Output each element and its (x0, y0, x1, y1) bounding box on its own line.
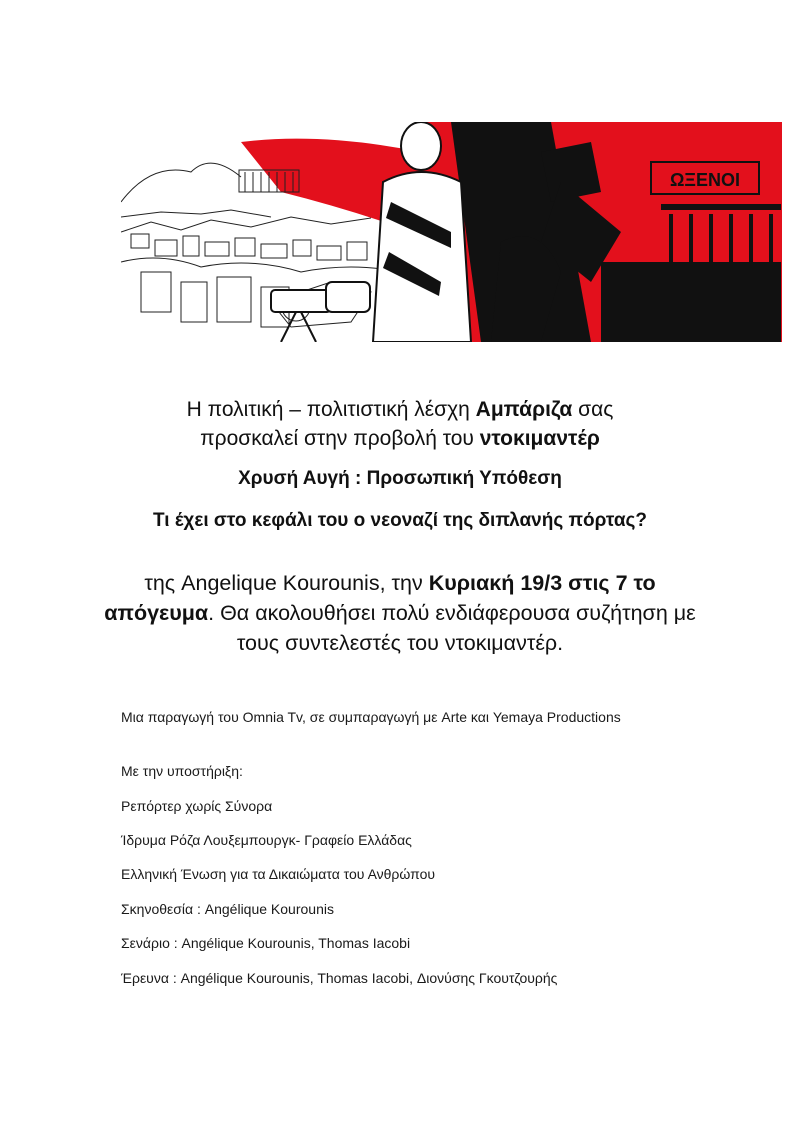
invitation-line-2 (60, 424, 740, 453)
supporter-hlhr: Ελληνική Ένωση για τα Δικαιώματα του Ανθρώπου (121, 866, 436, 882)
poster-illustration (121, 122, 782, 342)
screening-details (100, 568, 700, 658)
supporter-rosa-luxemburg: Ίδρυμα Ρόζα Λουξεμπουργκ- Γραφείο Ελλάδας (121, 832, 412, 848)
invitation-text-end: σας (572, 398, 614, 421)
production-credit: Μια παραγωγή του Omnia Tv, σε συμπαραγωγή με Arte και Yemaya Productions (121, 709, 621, 725)
script-credit: Σενάριο : Angélique Kourounis, Thomas Iacobi (121, 935, 411, 951)
invitation-text: Η πολιτική – πολιτιστική λέσχη (186, 398, 476, 421)
support-heading: Με την υποστήριξη: (121, 763, 243, 779)
documentary-word: ντοκιμαντέρ (479, 427, 600, 450)
film-title: Χρυσή Αυγή : Προσωπική Υπόθεση (238, 468, 562, 489)
screening-date-time: Κυριακή 19/3 στις 7 το απόγευμα (104, 571, 656, 625)
supporter-rsf: Ρεπόρτερ χωρίς Σύνορα (121, 798, 273, 814)
director-intro: της Angelique Kourounis, την (144, 571, 429, 595)
research-credit: Έρευνα : Angélique Kourounis, Thomas Iacobi, Διονύσης Γκουτζουρής (121, 970, 558, 986)
poster-artwork (121, 122, 782, 342)
discussion-note: . Θα ακολουθήσει πολύ ενδιάφερουσα συζήτηση με τους συντελεστές του ντοκιμαντέρ. (208, 601, 696, 655)
direction-credit: Σκηνοθεσία : Angélique Kourounis (121, 901, 334, 917)
club-name: Αμπάριζα (475, 398, 573, 421)
invitation-text: προσκαλεί στην προβολή του (200, 427, 480, 450)
camera-illustration (271, 282, 370, 342)
invitation-line-1 (60, 395, 740, 424)
banner-sign-text: ΩΞΕΝΟΙ (669, 170, 741, 190)
film-subtitle: Τι έχει στο κεφάλι του ο νεοναζί της διπλανής πόρτας? (153, 510, 647, 531)
